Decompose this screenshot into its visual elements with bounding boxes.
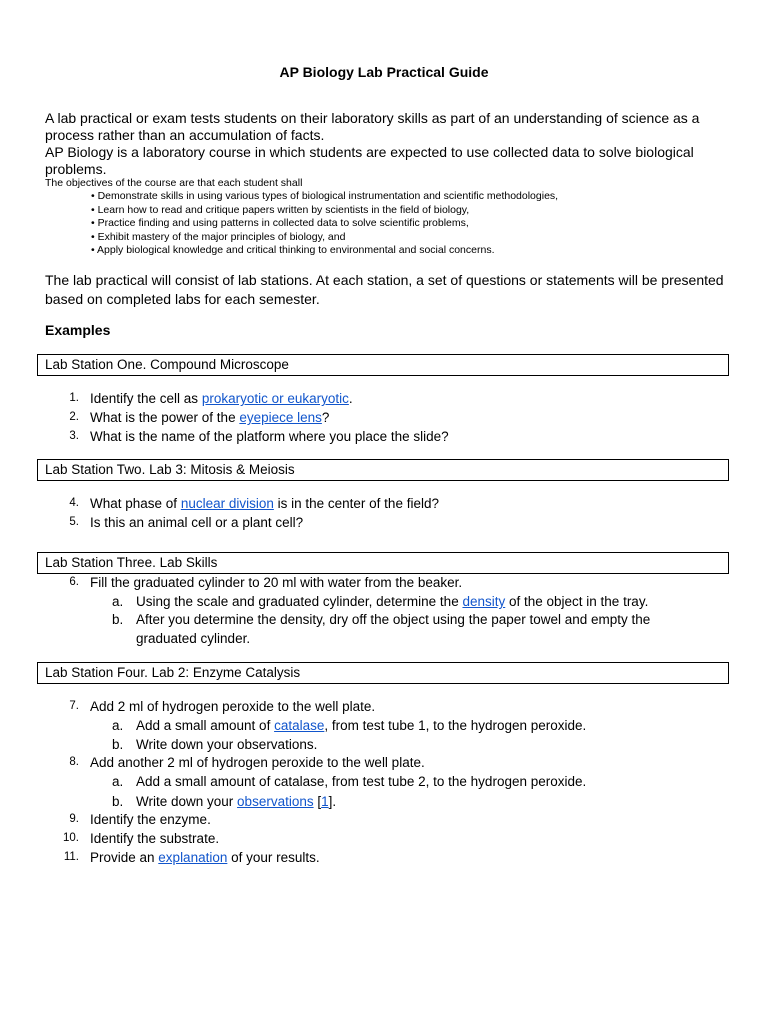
page-title: AP Biology Lab Practical Guide	[279, 64, 489, 80]
question-8	[0, 753, 768, 772]
question-text	[90, 389, 353, 408]
question-number: 1.	[69, 392, 79, 404]
eyepiece-lens-link[interactable]: eyepiece lens	[239, 410, 322, 425]
reference-link[interactable]: 1	[321, 794, 329, 809]
station-one-header: Lab Station One. Compound Microscope	[37, 354, 729, 376]
question-text-part: Identify the cell as	[90, 391, 202, 406]
examples-heading: Examples	[45, 322, 111, 338]
question-text-part: of the object in the tray.	[505, 594, 649, 609]
question-7	[0, 697, 768, 716]
sub-question-7a	[0, 716, 768, 735]
question-text	[90, 408, 329, 427]
question-11	[0, 848, 768, 867]
density-link[interactable]: density	[462, 594, 506, 609]
question-text: Identify the substrate.	[90, 831, 220, 846]
question-text: Is this an animal cell or a plant cell?	[90, 515, 304, 530]
question-text: Fill the graduated cylinder to 20 ml with water from the beaker.	[90, 575, 463, 590]
question-5	[0, 513, 768, 532]
sub-question-text	[136, 592, 696, 611]
sub-question-letter: a.	[112, 718, 124, 733]
observations-link[interactable]: observations	[237, 794, 314, 809]
objective-item: • Demonstrate skills in using various types of biological instrumentation and scientific methodologies,	[91, 190, 559, 202]
question-text-part: [	[313, 794, 322, 809]
station-two-header: Lab Station Two. Lab 3: Mitosis & Meiosis	[37, 459, 729, 481]
question-number: 3.	[69, 430, 79, 442]
sub-question-8a	[0, 772, 768, 791]
explanation-link[interactable]: explanation	[158, 850, 228, 865]
objective-item: • Learn how to read and critique papers written by scientists in the field of biology,	[91, 203, 470, 216]
question-text	[90, 494, 439, 513]
question-10	[0, 829, 768, 848]
question-text-part: What is the power of the	[90, 410, 240, 425]
objectives-list	[91, 190, 558, 258]
question-text: Add 2 ml of hydrogen peroxide to the well plate.	[90, 699, 376, 714]
question-text-part: What phase of	[90, 496, 181, 511]
sub-question-letter: b.	[112, 737, 124, 752]
question-9	[0, 810, 768, 829]
objective-item: • Practice finding and using patterns in collected data to solve scientific problems,	[91, 217, 469, 229]
intro-section	[45, 110, 705, 178]
sub-question-6b	[0, 610, 768, 648]
intro-paragraph-2: AP Biology is a laboratory course in which students are expected to use collected data to solve biological problems.	[45, 144, 694, 177]
question-text-part: , from test tube 1, to the hydrogen peroxide.	[324, 718, 587, 733]
question-4	[0, 494, 768, 513]
question-6	[0, 573, 768, 592]
summary-paragraph: The lab practical will consist of lab stations. At each station, a set of questions or statements will be presented based on completed labs for each semester.	[45, 272, 724, 307]
question-number: 11.	[63, 851, 79, 863]
question-number: 10.	[63, 832, 79, 844]
intro-paragraph-1: A lab practical or exam tests students on their laboratory skills as part of an understanding of science as a process rather than an accumulation of facts.	[45, 110, 700, 143]
prokaryotic-eukaryotic-link[interactable]: prokaryotic or eukaryotic	[201, 391, 349, 406]
station-three-header: Lab Station Three. Lab Skills	[37, 552, 729, 574]
question-text-part: of your results.	[227, 850, 320, 865]
sub-question-letter: a.	[112, 774, 124, 789]
question-number: 4.	[69, 497, 79, 509]
question-2	[0, 408, 768, 427]
question-text-part: ].	[328, 794, 337, 809]
question-number: 7.	[69, 700, 79, 712]
sub-question-8b	[0, 792, 768, 811]
question-text-part: Add a small amount of	[136, 718, 275, 733]
sub-question-6a	[0, 592, 768, 611]
question-text-part: Write down your	[136, 794, 238, 809]
sub-question-letter: b.	[112, 794, 124, 809]
question-text-part: is in the center of the field?	[273, 496, 439, 511]
question-number: 2.	[69, 411, 79, 423]
sub-question-text: Write down your observations.	[136, 737, 318, 752]
nuclear-division-link[interactable]: nuclear division	[180, 496, 274, 511]
question-text: Identify the enzyme.	[90, 812, 211, 827]
question-text-part: ?	[321, 410, 330, 425]
objectives-heading: The objectives of the course are that each student shall	[45, 177, 303, 189]
question-number: 6.	[69, 576, 79, 588]
question-number: 9.	[69, 813, 79, 825]
sub-question-text: After you determine the density, dry off the object using the paper towel and empty the graduated cylinder.	[136, 612, 651, 646]
sub-question-7b	[0, 735, 768, 754]
sub-question-letter: b.	[112, 612, 124, 627]
question-1	[0, 389, 768, 408]
question-number: 8.	[69, 756, 79, 768]
question-text-part: Using the scale and graduated cylinder, determine the	[136, 594, 463, 609]
question-text-part: .	[348, 391, 353, 406]
sub-question-text: Add a small amount of catalase, from test tube 2, to the hydrogen peroxide.	[136, 774, 587, 789]
catalase-link[interactable]: catalase	[274, 718, 325, 733]
objective-item: • Exhibit mastery of the major principles of biology, and	[91, 230, 346, 243]
question-text: What is the name of the platform where you place the slide?	[90, 429, 449, 444]
station-four-header: Lab Station Four. Lab 2: Enzyme Catalysis	[37, 662, 729, 684]
question-text-part: Provide an	[90, 850, 159, 865]
sub-question-text	[136, 716, 696, 735]
sub-question-text	[136, 792, 696, 811]
sub-question-letter: a.	[112, 594, 124, 609]
objective-item: • Apply biological knowledge and critical thinking to environmental and social concerns.	[91, 244, 495, 256]
question-text	[90, 848, 320, 867]
question-text: Add another 2 ml of hydrogen peroxide to the well plate.	[90, 755, 425, 770]
question-3	[0, 427, 768, 446]
question-number: 5.	[69, 516, 79, 528]
